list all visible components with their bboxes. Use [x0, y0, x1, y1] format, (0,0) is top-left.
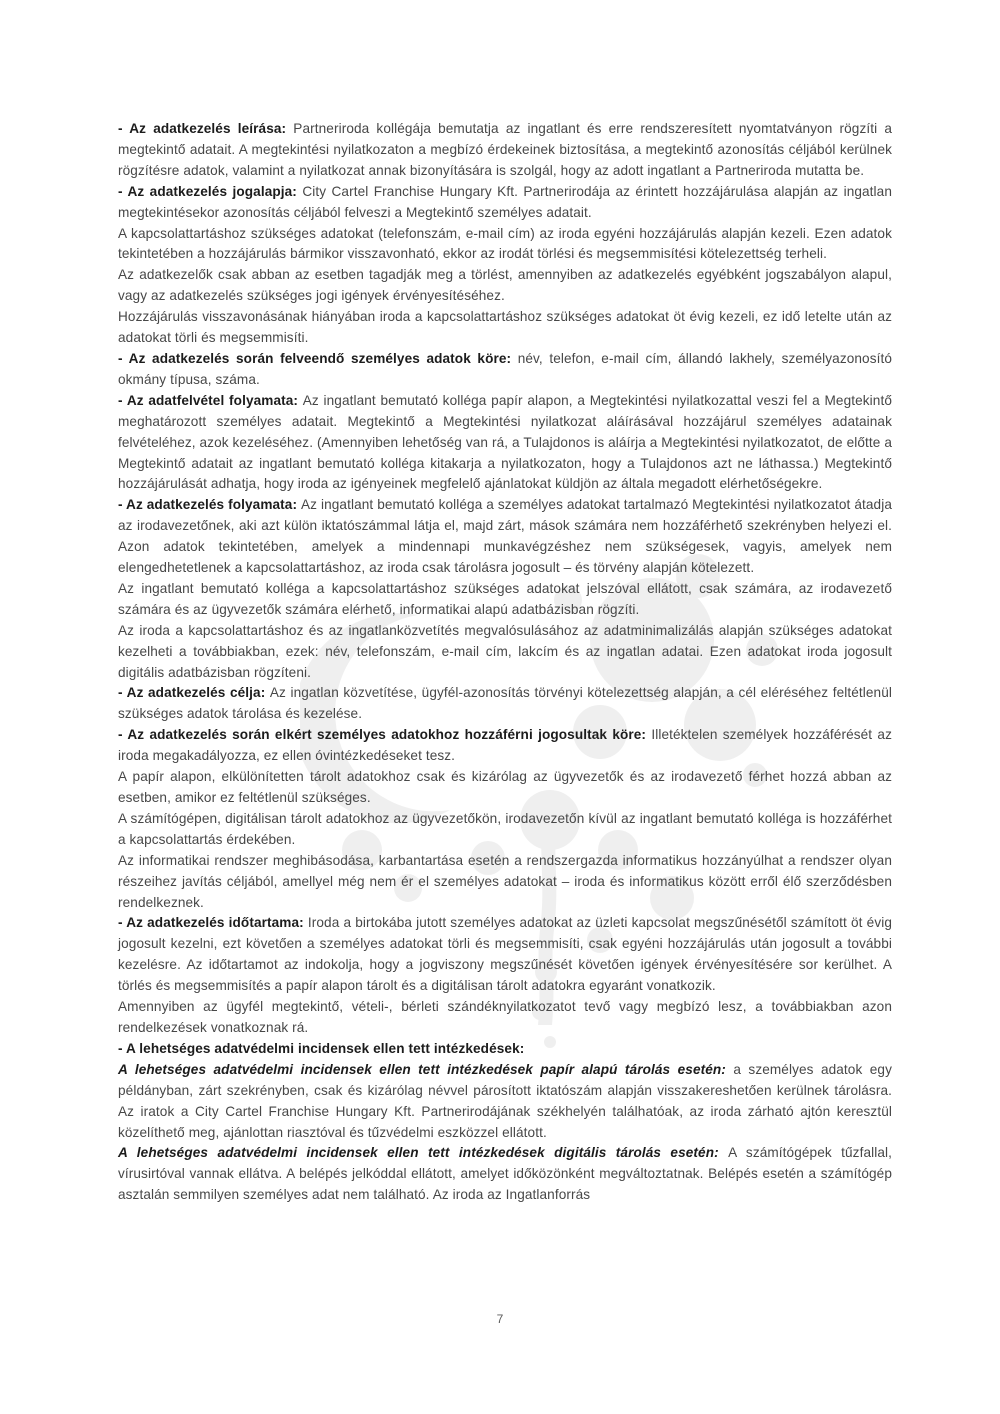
paragraph: Amennyiben az ügyfél megtekintő, vételi-, bérleti szándéknyilatkozatot tevő vagy megbízó lesz, a továbbiakban azon rendelkezések vonatkoznak rá. — [118, 999, 892, 1035]
page-number: 7 — [496, 1312, 504, 1326]
paragraph-lead: - Az adatkezelés időtartama: — [118, 915, 308, 931]
paragraph-lead: A lehetséges adatvédelmi incidensek ellen tett intézkedések digitális tárolás esetén: — [118, 1145, 729, 1161]
paragraph: A kapcsolattartáshoz szükséges adatokat (telefonszám, e-mail cím) az iroda egyéni hozzájárulás alapján kezeli. Ezen adatok tekintetében a hozzájárulás bármikor visszavonható, ekkor az irodát törlési és megsemmisítési kötelezettség terheli. — [118, 225, 892, 262]
paragraph: Az ingatlant bemutató kolléga a kapcsolattartáshoz szükséges adatokat jelszóval ellátott, csak számára, az irodavezető számára és az ügyvezetők számára elérhető, informatikai alapú adatbázisban rögzíti. — [118, 580, 892, 617]
paragraph-lead: A lehetséges adatvédelmi incidensek ellen tett intézkedések papír alapú tárolás esetén: — [118, 1061, 734, 1077]
paragraph: A számítógépen, digitálisan tárolt adatokhoz az ügyvezetőkön, irodavezetőn kívül az ingatlant bemutató kolléga is hozzáférhet a kapcsolattartás érdekében. — [118, 810, 892, 847]
paragraph: Hozzájárulás visszavonásának hiányában iroda a kapcsolattartáshoz szükséges adatokat öt évig kezeli, ez idő letelte után az adatokat törli és megsemmisíti. — [118, 309, 892, 346]
paragraph-lead: - A lehetséges adatvédelmi incidensek ellen tett intézkedések: — [118, 1040, 525, 1056]
paragraph-lead: - Az adatfelvétel folyamata: — [118, 392, 303, 408]
paragraph: A papír alapon, elkülönítetten tárolt adatokhoz csak és kizárólag az ügyvezetők és az irodavezető férhet hozzá abban az esetben, amikor ez feltétlenül szükséges. — [118, 769, 892, 805]
paragraph — [118, 1039, 892, 1060]
paragraph-lead: - Az adatkezelés folyamata: — [118, 497, 302, 513]
paragraph: Az informatikai rendszer meghibásodása, karbantartása esetén a rendszergazda informatikus hozzányúlhat a rendszer olyan részeihez javítás céljából, amellyel még nem ér el személyes adatokat – iroda és informatikus között erről élő szerződésben rendelkeznek. — [118, 852, 892, 910]
paragraph: - Az adatfelvétel folyamata: Az ingatlant bemutató kolléga papír alapon, a Megtekintési nyilatkozattal veszi fel a Megtekintő meghatározott személyes adatait. Megtekintő a Megtekintési nyilatkozat aláírásával hozzájárul személyes adatainak felvételéhez, azok kezeléséhez. (Amennyiben lehetőség van rá, a Tulajdonos is aláírja a Megtekintési nyilatkozatot, de előtte a Megtekintő adatait az ingatlant bemutató kolléga kitakarja a nyilatkozaton, hogy a Tulajdonos azt ne láthassa.) Megtekintő hozzájárulását adhatja, hogy iroda az igényeinek megfelelő ajánlatokat küldjön az általa megadott elérhetőségekre. — [118, 392, 892, 492]
paragraph-lead: - Az adatkezelés során felveendő személyes adatok köre: — [118, 350, 518, 366]
paragraph: - Az adatkezelés leírása: Partneriroda kollégája bemutatja az ingatlant és erre rendszeresített nyomtatványon rögzíti a megtekintő adatait. A megtekintési nyilatkozaton a megbízó érdekeinek biztosítása, a megtekintő azonosítás céljából kerülnek rögzítésre adatok, valamint a nyilatkozat annak bizonyítására is szolgál, hogy az adott ingatlant a Partneriroda mutatta be. — [118, 121, 892, 178]
paragraph: - Az adatkezelés célja: Az ingatlan közvetítése, ügyfél-azonosítás törvényi kötelezettség alapján, a cél eléréséhez feltétlenül szükséges adatok tárolása és kezelése. — [118, 685, 892, 722]
paragraph-lead: - Az adatkezelés során elkért személyes adatokhoz hozzáférni jogosultak köre: — [118, 727, 652, 743]
paragraph: - Az adatkezelés jogalapja: City Cartel Franchise Hungary Kft. Partnerirodája az érintett hozzájárulása alapján az ingatlan megtekintésekor azonosítás céljából felveszi a Megtekintő személyes adatait. — [118, 183, 892, 220]
paragraph: A lehetséges adatvédelmi incidensek ellen tett intézkedések papír alapú tárolás esetén: a személyes adatok egy példányban, zárt szekrényben, csak és kizárólag névvel párosított iktatószám alapján visszakereshetően kerülnek tárolásra. Az iratok a City Cartel Franchise Hungary Kft. Partnerirodájának székhelyén találhatóak, az iroda zárható ajtón keresztül közelíthető meg, ajánlottan riasztóval és tűzvédelmi eszközzel ellátott. — [118, 1061, 892, 1140]
paragraph: - Az adatkezelés folyamata: Az ingatlant bemutató kolléga a személyes adatokat tartalmazó Megtekintési nyilatkozatot átadja az irodavezetőnek, aki azt külön iktatószámmal látja el, majd zárt, mások számára nem hozzáférhető szekrényben helyezi el. Azon adatok tekintetében, amelyek a mindennapi munkavégzéshez nem szükségesek, vagyis, amelyek nem elengedhetetlenek a kapcsolattartáshoz, az iroda csak tárolásra jogosult – és törvény alapján kötelezett. — [118, 497, 892, 576]
paragraph: Az iroda a kapcsolattartáshoz és az ingatlanközvetítés megvalósulásához az adatminimalizálás alapján szükséges adatokat kezelheti a továbbiakban, ezek: név, telefonszám, e-mail cím, lakcím és az ingatlan adatai. Ezen adatokat iroda jogosult digitális adatbázisban rögzíteni. — [118, 622, 892, 680]
paragraph: Az adatkezelők csak abban az esetben tagadják meg a törlést, amennyiben az adatkezelés egyébként jogszabályon alapul, vagy az adatkezelés szükséges jogi igények érvényesítéséhez. — [118, 267, 892, 304]
document-body — [118, 119, 892, 1206]
paragraph: - Az adatkezelés során elkért személyes adatokhoz hozzáférni jogosultak köre: Illetéktelen személyek hozzáférését az iroda megakadályozza, ez ellen óvintézkedéseket tesz. — [118, 727, 892, 764]
page-footer — [0, 1312, 1000, 1326]
paragraph-lead: - Az adatkezelés jogalapja: — [118, 183, 303, 199]
paragraph: A lehetséges adatvédelmi incidensek ellen tett intézkedések digitális tárolás esetén: A számítógépek tűzfallal, vírusirtóval vannak ellátva. A belépés jelkóddal ellátott, amelyet időközönként megváltoztatnak. Belépés esetén a számítógép asztalán semmilyen személyes adat nem található. Az iroda az Ingatlanforrás — [118, 1145, 892, 1203]
paragraph: - Az adatkezelés időtartama: Iroda a birtokába jutott személyes adatokat az üzleti kapcsolat megszűnésétől számított öt évig jogosult kezelni, ezt követően a személyes adatokat törli és megsemmisíti, csak egyéni hozzájárulás után jogosult a további kezelésre. Az időtartamot az indokolja, hogy a jogviszony megszűnését követően igények érvényesítésére sor kerülhet. A törlés és megsemmisítés a papír alapon tárolt és a digitálisan tárolt adatokra egyaránt vonatkozik. — [118, 915, 892, 994]
paragraph-lead: - Az adatkezelés leírása: — [118, 121, 294, 136]
paragraph: - Az adatkezelés során felveendő személyes adatok köre: név, telefon, e-mail cím, állandó lakhely, személyazonosító okmány típusa, száma. — [118, 350, 893, 387]
paragraph-lead: - Az adatkezelés célja: — [118, 685, 270, 701]
